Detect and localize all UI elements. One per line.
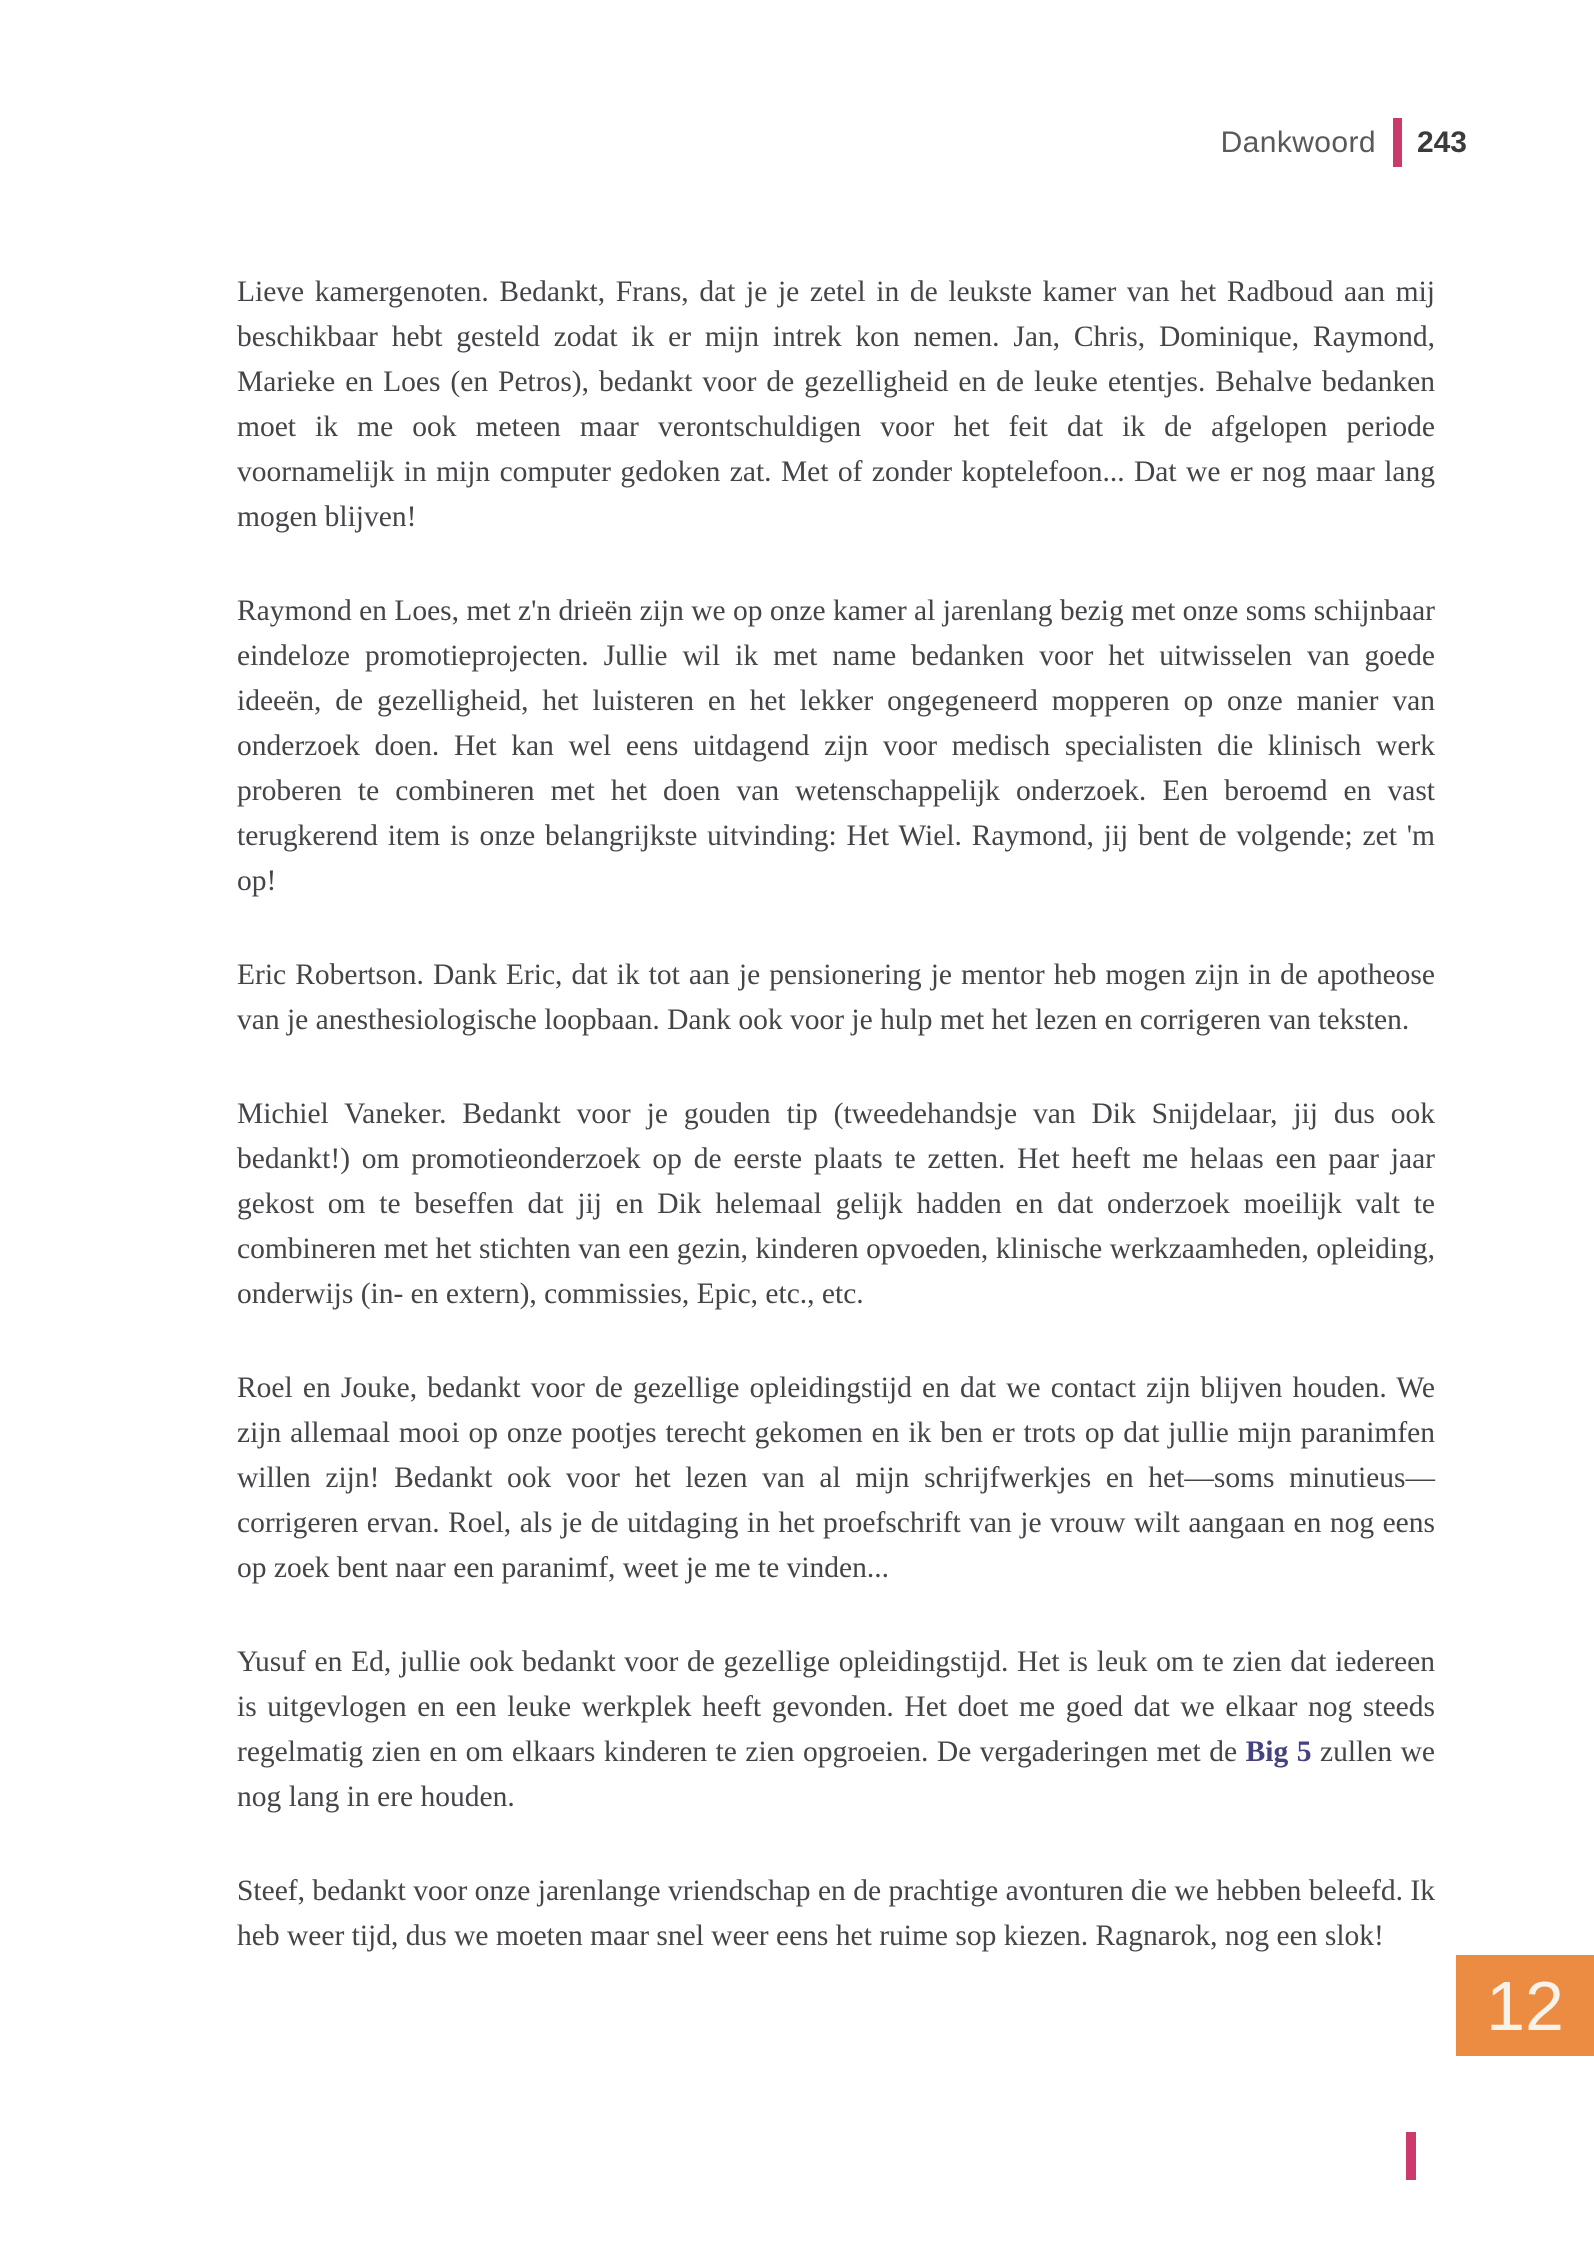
paragraph-raymond-loes: Raymond en Loes, met z'n drieën zijn we op onze kamer al jarenlang bezig met onze soms schijnbaar eindeloze promotieprojecten. Jullie wil ik met name bedanken voor het uitwisselen van goede ideeën, de gezelligheid, het luisteren en het lekker ongegeneerd mopperen op onze manier van onderzoek doen. Het kan wel eens uitdagend zijn voor medisch specialisten die klinisch werk proberen te combineren met het doen van wetenschappelijk onderzoek. Een beroemd en vast terugkerend item is onze belangrijkste uitvinding: Het Wiel. Raymond, jij bent de volgende; zet 'm op! <box>237 595 1436 897</box>
paragraph-yusuf-ed-text-end: zullen we nog lang in ere houden. <box>237 1736 1435 1813</box>
paragraph-yusuf-ed <box>237 1640 1435 1820</box>
paragraph-steef: Steef, bedankt voor onze jarenlange vriendschap en de prachtige avonturen die we hebben beleefd. Ik heb weer tijd, dus we moeten maar snel weer eens het ruime sop kiezen. Ragnarok, nog een slok! <box>237 1875 1435 1952</box>
header-accent-bar <box>1393 118 1402 167</box>
page-header <box>1221 118 1467 167</box>
paragraph-kamergenoten: Lieve kamergenoten. Bedankt, Frans, dat je je zetel in de leukste kamer van het Radboud aan mij beschikbaar hebt gesteld zodat ik er mijn intrek kon nemen. Jan, Chris, Dominique, Raymond, Marieke en Loes (en Petros), bedankt voor de gezelligheid en de leuke etentjes. Behalve bedanken moet ik me ook meteen maar verontschuldigen voor het feit dat ik de afgelopen periode voornamelijk in mijn computer gedoken zat. Met of zonder koptelefoon... Dat we er nog maar lang mogen blijven! <box>237 276 1435 533</box>
paragraph-michiel-vaneker: Michiel Vaneker. Bedankt voor je gouden tip (tweedehandsje van Dik Snijdelaar, jij dus ook bedankt!) om promotieonderzoek op de eerste plaats te zetten. Het heeft me helaas een paar jaar gekost om te beseffen dat jij en Dik helemaal gelijk hadden en dat onderzoek moeilijk valt te combineren met het stichten van een gezin, kinderen opvoeden, klinische werkzaamheden, opleiding, onderwijs (in- en extern), commissies, Epic, etc., etc. <box>237 1098 1435 1310</box>
acknowledgments-body <box>237 270 1435 2008</box>
header-section-title: Dankwoord <box>1220 125 1376 159</box>
paragraph-yusuf-ed-text: Yusuf en Ed, jullie ook bedankt voor de gezellige opleidingstijd. Het is leuk om te zien dat iedereen is uitgevlogen en een leuke werkplek heeft gevonden. Het doet me goed dat we elkaar nog steeds regelmatig zien en om elkaars kinderen te zien opgroeien. De vergaderingen met de <box>237 1646 1435 1768</box>
chapter-number: 12 <box>1486 1966 1564 2045</box>
big5-highlight: Big 5 <box>1245 1736 1312 1768</box>
page-number: 243 <box>1416 125 1467 159</box>
chapter-tab <box>1456 1955 1594 2056</box>
bottom-accent-bar <box>1406 2132 1416 2180</box>
paragraph-eric-robertson: Eric Robertson. Dank Eric, dat ik tot aan je pensionering je mentor heb mogen zijn in de apotheose van je anesthesiologische loopbaan. Dank ook voor je hulp met het lezen en corrigeren van teksten. <box>237 959 1435 1036</box>
paragraph-roel-jouke: Roel en Jouke, bedankt voor de gezellige opleidingstijd en dat we contact zijn blijven houden. We zijn allemaal mooi op onze pootjes terecht gekomen en ik ben er trots op dat jullie mijn paranimfen willen zijn! Bedankt ook voor het lezen van al mijn schrijfwerkjes en het—soms minutieus—corrigeren ervan. Roel, als je de uitdaging in het proefschrift van je vrouw wilt aangaan en nog eens op zoek bent naar een paranimf, weet je me te vinden... <box>237 1372 1435 1584</box>
